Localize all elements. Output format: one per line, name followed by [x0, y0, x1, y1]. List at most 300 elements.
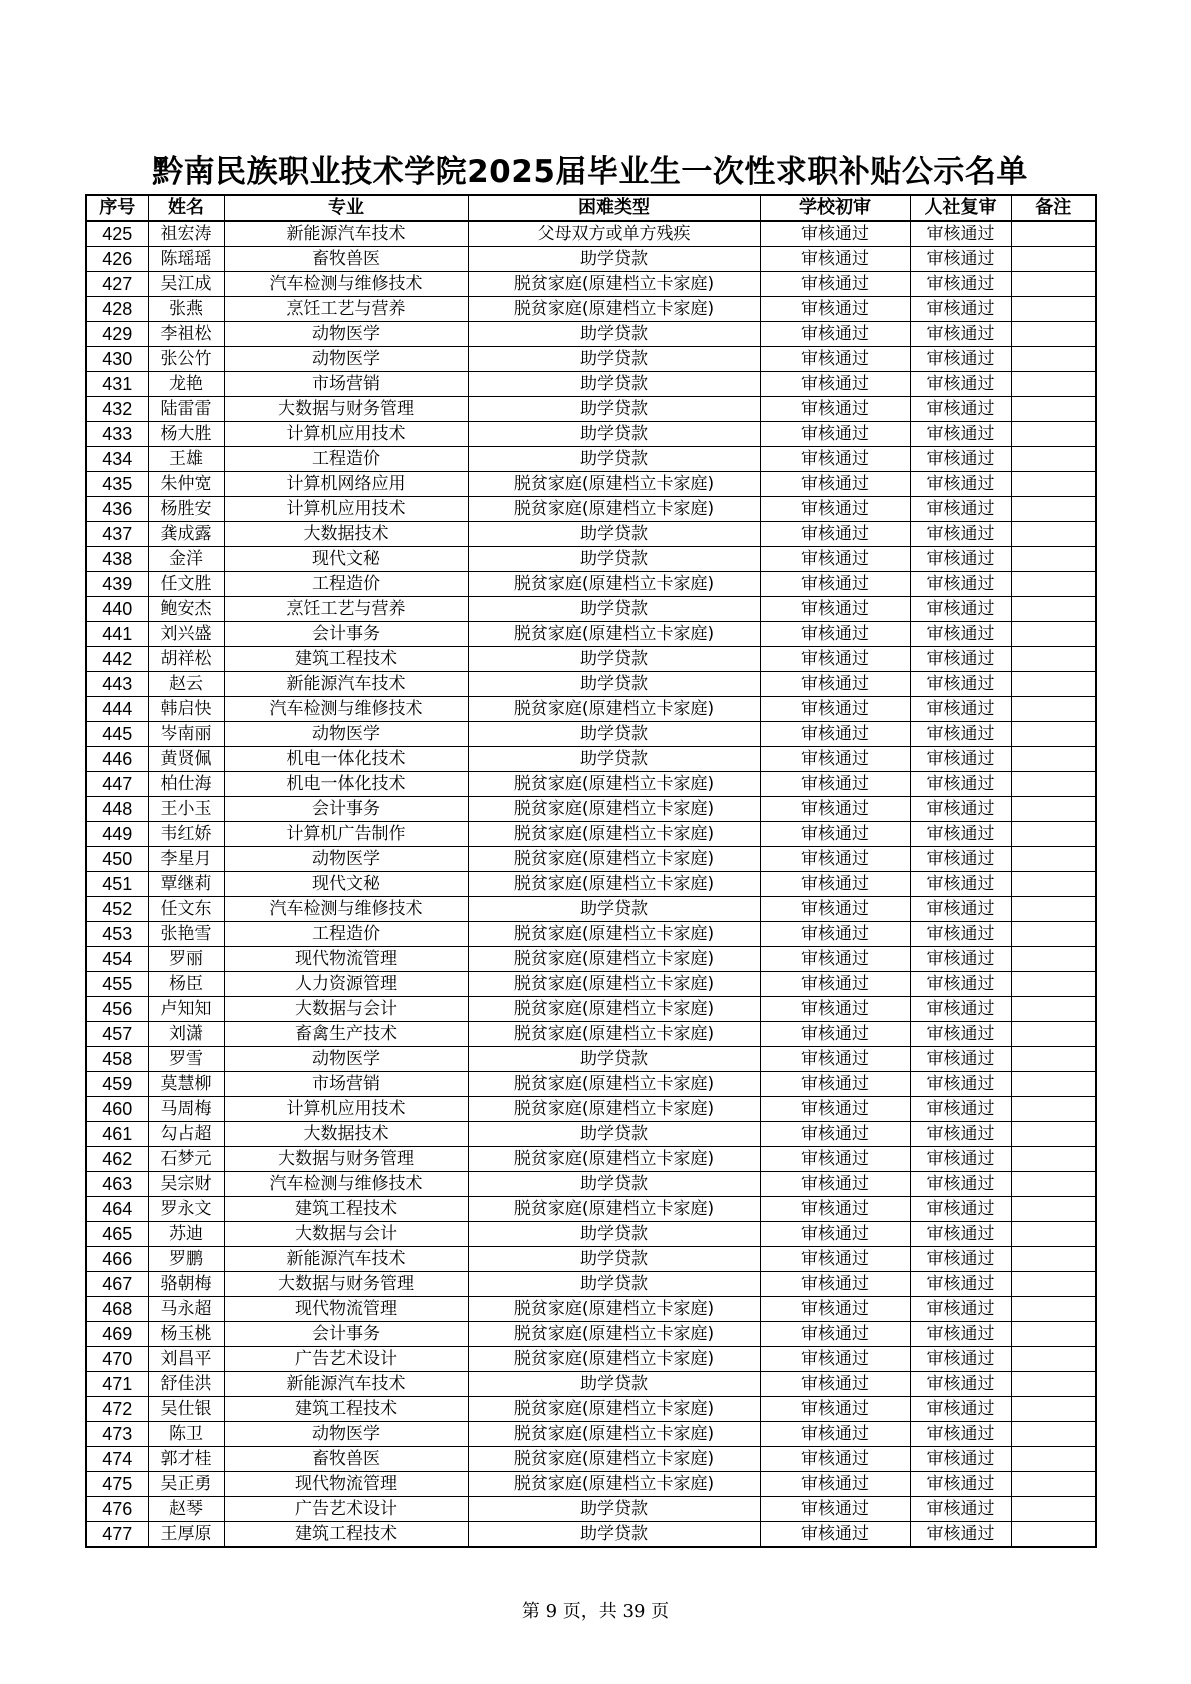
school-review-cell: 审核通过 [760, 722, 910, 747]
hr-review-cell: 审核通过 [910, 497, 1011, 522]
student-name-cell: 龚成露 [148, 522, 224, 547]
student-name-cell: 祖宏涛 [148, 221, 224, 247]
row-number-cell: 472 [86, 1397, 148, 1422]
row-number-cell: 458 [86, 1047, 148, 1072]
major-cell: 现代文秘 [224, 872, 468, 897]
difficulty-type-cell: 助学贷款 [468, 597, 760, 622]
remarks-cell [1011, 372, 1096, 397]
major-cell: 现代物流管理 [224, 947, 468, 972]
hr-review-cell: 审核通过 [910, 647, 1011, 672]
hr-review-cell: 审核通过 [910, 1497, 1011, 1522]
hr-review-cell: 审核通过 [910, 822, 1011, 847]
student-name-cell: 韩启快 [148, 697, 224, 722]
school-review-cell: 审核通过 [760, 1422, 910, 1447]
school-review-cell: 审核通过 [760, 572, 910, 597]
difficulty-type-cell: 脱贫家庭(原建档立卡家庭) [468, 572, 760, 597]
difficulty-type-cell: 脱贫家庭(原建档立卡家庭) [468, 1422, 760, 1447]
row-number-cell: 477 [86, 1522, 148, 1548]
school-review-cell: 审核通过 [760, 322, 910, 347]
difficulty-type-cell: 脱贫家庭(原建档立卡家庭) [468, 1072, 760, 1097]
major-cell: 会计事务 [224, 622, 468, 647]
remarks-cell [1011, 1022, 1096, 1047]
table-row [86, 1272, 1096, 1297]
school-review-cell: 审核通过 [760, 422, 910, 447]
remarks-cell [1011, 722, 1096, 747]
hr-review-cell: 审核通过 [910, 997, 1011, 1022]
table-row [86, 1372, 1096, 1397]
major-cell: 建筑工程技术 [224, 1197, 468, 1222]
hr-review-cell: 审核通过 [910, 1222, 1011, 1247]
remarks-cell [1011, 422, 1096, 447]
student-name-cell: 罗丽 [148, 947, 224, 972]
remarks-cell [1011, 1272, 1096, 1297]
school-review-cell: 审核通过 [760, 1347, 910, 1372]
hr-review-cell: 审核通过 [910, 272, 1011, 297]
table-row [86, 647, 1096, 672]
school-review-cell: 审核通过 [760, 997, 910, 1022]
school-review-cell: 审核通过 [760, 1522, 910, 1548]
student-name-cell: 胡祥松 [148, 647, 224, 672]
table-row [86, 947, 1096, 972]
difficulty-type-cell: 助学贷款 [468, 1372, 760, 1397]
school-review-cell: 审核通过 [760, 822, 910, 847]
remarks-cell [1011, 1372, 1096, 1397]
table-row [86, 1222, 1096, 1247]
remarks-cell [1011, 1297, 1096, 1322]
difficulty-type-cell: 助学贷款 [468, 1497, 760, 1522]
school-review-cell: 审核通过 [760, 622, 910, 647]
difficulty-type-cell: 脱贫家庭(原建档立卡家庭) [468, 1097, 760, 1122]
major-cell: 广告艺术设计 [224, 1347, 468, 1372]
hr-review-cell: 审核通过 [910, 572, 1011, 597]
school-review-cell: 审核通过 [760, 247, 910, 272]
major-cell: 新能源汽车技术 [224, 672, 468, 697]
student-name-cell: 赵琴 [148, 1497, 224, 1522]
major-cell: 烹饪工艺与营养 [224, 597, 468, 622]
table-row [86, 747, 1096, 772]
row-number-cell: 469 [86, 1322, 148, 1347]
hr-review-cell: 审核通过 [910, 1447, 1011, 1472]
difficulty-type-cell: 助学贷款 [468, 722, 760, 747]
row-number-cell: 470 [86, 1347, 148, 1372]
school-review-cell: 审核通过 [760, 1372, 910, 1397]
school-review-cell: 审核通过 [760, 272, 910, 297]
hr-review-cell: 审核通过 [910, 697, 1011, 722]
student-name-cell: 罗雪 [148, 1047, 224, 1072]
hr-review-cell: 审核通过 [910, 1397, 1011, 1422]
hr-review-cell: 审核通过 [910, 1422, 1011, 1447]
row-number-cell: 457 [86, 1022, 148, 1047]
difficulty-type-cell: 助学贷款 [468, 522, 760, 547]
remarks-cell [1011, 1122, 1096, 1147]
major-cell: 机电一体化技术 [224, 772, 468, 797]
remarks-cell [1011, 322, 1096, 347]
major-cell: 汽车检测与维修技术 [224, 1172, 468, 1197]
difficulty-type-cell: 脱贫家庭(原建档立卡家庭) [468, 1347, 760, 1372]
hr-review-cell: 审核通过 [910, 897, 1011, 922]
row-number-cell: 471 [86, 1372, 148, 1397]
major-cell: 计算机应用技术 [224, 422, 468, 447]
major-cell: 大数据与财务管理 [224, 1272, 468, 1297]
school-review-cell: 审核通过 [760, 897, 910, 922]
student-name-cell: 陈卫 [148, 1422, 224, 1447]
student-name-cell: 朱仲宽 [148, 472, 224, 497]
major-cell: 现代文秘 [224, 547, 468, 572]
student-name-cell: 岑南丽 [148, 722, 224, 747]
major-cell: 大数据与财务管理 [224, 1147, 468, 1172]
difficulty-type-cell: 脱贫家庭(原建档立卡家庭) [468, 997, 760, 1022]
school-review-cell: 审核通过 [760, 497, 910, 522]
table-row [86, 597, 1096, 622]
difficulty-type-cell: 脱贫家庭(原建档立卡家庭) [468, 1147, 760, 1172]
difficulty-type-cell: 助学贷款 [468, 897, 760, 922]
row-number-cell: 454 [86, 947, 148, 972]
difficulty-type-cell: 助学贷款 [468, 547, 760, 572]
difficulty-type-cell: 助学贷款 [468, 347, 760, 372]
page-footer: 第 9 页，共 39 页 [521, 1601, 670, 1622]
table-row [86, 1347, 1096, 1372]
remarks-cell [1011, 522, 1096, 547]
table-row [86, 422, 1096, 447]
table-row [86, 822, 1096, 847]
major-cell: 计算机广告制作 [224, 822, 468, 847]
student-name-cell: 覃继莉 [148, 872, 224, 897]
difficulty-type-cell: 助学贷款 [468, 1247, 760, 1272]
hr-review-cell: 审核通过 [910, 397, 1011, 422]
hr-review-cell: 审核通过 [910, 1047, 1011, 1072]
hr-review-cell: 审核通过 [910, 797, 1011, 822]
major-cell: 大数据与会计 [224, 1222, 468, 1247]
school-review-cell: 审核通过 [760, 1447, 910, 1472]
major-cell: 汽车检测与维修技术 [224, 272, 468, 297]
major-cell: 计算机应用技术 [224, 1097, 468, 1122]
major-cell: 市场营销 [224, 372, 468, 397]
student-name-cell: 吴正勇 [148, 1472, 224, 1497]
hr-review-cell: 审核通过 [910, 672, 1011, 697]
difficulty-type-cell: 助学贷款 [468, 1272, 760, 1297]
difficulty-type-cell: 脱贫家庭(原建档立卡家庭) [468, 297, 760, 322]
row-number-cell: 440 [86, 597, 148, 622]
school-review-cell: 审核通过 [760, 297, 910, 322]
remarks-cell [1011, 822, 1096, 847]
hr-review-cell: 审核通过 [910, 1197, 1011, 1222]
row-number-cell: 437 [86, 522, 148, 547]
row-number-cell: 451 [86, 872, 148, 897]
remarks-cell [1011, 572, 1096, 597]
remarks-cell [1011, 272, 1096, 297]
table-row [86, 572, 1096, 597]
difficulty-type-cell: 脱贫家庭(原建档立卡家庭) [468, 622, 760, 647]
table-row [86, 1047, 1096, 1072]
row-number-cell: 436 [86, 497, 148, 522]
remarks-cell [1011, 1247, 1096, 1272]
hr-review-cell: 审核通过 [910, 247, 1011, 272]
table-row [86, 247, 1096, 272]
difficulty-type-cell: 脱贫家庭(原建档立卡家庭) [468, 847, 760, 872]
school-review-cell: 审核通过 [760, 1172, 910, 1197]
row-number-cell: 434 [86, 447, 148, 472]
difficulty-type-cell: 助学贷款 [468, 1222, 760, 1247]
major-cell: 工程造价 [224, 572, 468, 597]
major-cell: 建筑工程技术 [224, 1397, 468, 1422]
subsidy-table [85, 194, 1097, 1548]
major-cell: 动物医学 [224, 347, 468, 372]
student-name-cell: 罗鹏 [148, 1247, 224, 1272]
student-name-cell: 杨胜安 [148, 497, 224, 522]
table-row [86, 497, 1096, 522]
table-row [86, 672, 1096, 697]
table-row [86, 1197, 1096, 1222]
difficulty-type-cell: 脱贫家庭(原建档立卡家庭) [468, 497, 760, 522]
student-name-cell: 龙艳 [148, 372, 224, 397]
difficulty-type-cell: 脱贫家庭(原建档立卡家庭) [468, 922, 760, 947]
table-row [86, 1147, 1096, 1172]
student-name-cell: 杨大胜 [148, 422, 224, 447]
difficulty-type-cell: 助学贷款 [468, 647, 760, 672]
column-header-school-review: 学校初审 [760, 195, 910, 221]
student-name-cell: 任文胜 [148, 572, 224, 597]
row-number-cell: 442 [86, 647, 148, 672]
row-number-cell: 435 [86, 472, 148, 497]
remarks-cell [1011, 897, 1096, 922]
remarks-cell [1011, 997, 1096, 1022]
remarks-cell [1011, 597, 1096, 622]
remarks-cell [1011, 472, 1096, 497]
major-cell: 建筑工程技术 [224, 1522, 468, 1548]
student-name-cell: 黄贤佩 [148, 747, 224, 772]
row-number-cell: 449 [86, 822, 148, 847]
school-review-cell: 审核通过 [760, 1222, 910, 1247]
hr-review-cell: 审核通过 [910, 1022, 1011, 1047]
student-name-cell: 陈瑶瑶 [148, 247, 224, 272]
remarks-cell [1011, 972, 1096, 997]
hr-review-cell: 审核通过 [910, 872, 1011, 897]
hr-review-cell: 审核通过 [910, 1097, 1011, 1122]
student-name-cell: 苏迪 [148, 1222, 224, 1247]
row-number-cell: 429 [86, 322, 148, 347]
remarks-cell [1011, 1072, 1096, 1097]
major-cell: 动物医学 [224, 847, 468, 872]
major-cell: 畜牧兽医 [224, 247, 468, 272]
hr-review-cell: 审核通过 [910, 772, 1011, 797]
hr-review-cell: 审核通过 [910, 347, 1011, 372]
school-review-cell: 审核通过 [760, 1297, 910, 1322]
remarks-cell [1011, 947, 1096, 972]
table-row [86, 797, 1096, 822]
school-review-cell: 审核通过 [760, 1022, 910, 1047]
remarks-cell [1011, 1447, 1096, 1472]
student-name-cell: 石梦元 [148, 1147, 224, 1172]
remarks-cell [1011, 397, 1096, 422]
student-name-cell: 杨臣 [148, 972, 224, 997]
difficulty-type-cell: 助学贷款 [468, 1172, 760, 1197]
student-name-cell: 马永超 [148, 1297, 224, 1322]
table-row [86, 322, 1096, 347]
table-row [86, 547, 1096, 572]
major-cell: 大数据技术 [224, 522, 468, 547]
hr-review-cell: 审核通过 [910, 622, 1011, 647]
remarks-cell [1011, 547, 1096, 572]
school-review-cell: 审核通过 [760, 747, 910, 772]
row-number-cell: 427 [86, 272, 148, 297]
hr-review-cell: 审核通过 [910, 1172, 1011, 1197]
school-review-cell: 审核通过 [760, 397, 910, 422]
table-row [86, 522, 1096, 547]
row-number-cell: 474 [86, 1447, 148, 1472]
row-number-cell: 428 [86, 297, 148, 322]
school-review-cell: 审核通过 [760, 647, 910, 672]
remarks-cell [1011, 922, 1096, 947]
page-title: 黔南民族职业技术学院2025届毕业生一次性求职补贴公示名单 [152, 154, 1028, 190]
hr-review-cell: 审核通过 [910, 847, 1011, 872]
hr-review-cell: 审核通过 [910, 221, 1011, 247]
student-name-cell: 吴仕银 [148, 1397, 224, 1422]
difficulty-type-cell: 助学贷款 [468, 447, 760, 472]
school-review-cell: 审核通过 [760, 947, 910, 972]
table-row [86, 372, 1096, 397]
row-number-cell: 441 [86, 622, 148, 647]
row-number-cell: 432 [86, 397, 148, 422]
school-review-cell: 审核通过 [760, 472, 910, 497]
row-number-cell: 465 [86, 1222, 148, 1247]
row-number-cell: 476 [86, 1497, 148, 1522]
school-review-cell: 审核通过 [760, 522, 910, 547]
table-row [86, 1247, 1096, 1272]
row-number-cell: 439 [86, 572, 148, 597]
school-review-cell: 审核通过 [760, 1072, 910, 1097]
table-row [86, 922, 1096, 947]
remarks-cell [1011, 247, 1096, 272]
hr-review-cell: 审核通过 [910, 947, 1011, 972]
difficulty-type-cell: 脱贫家庭(原建档立卡家庭) [468, 1447, 760, 1472]
major-cell: 工程造价 [224, 447, 468, 472]
remarks-cell [1011, 797, 1096, 822]
table-row [86, 772, 1096, 797]
row-number-cell: 430 [86, 347, 148, 372]
table-row [86, 897, 1096, 922]
major-cell: 会计事务 [224, 1322, 468, 1347]
difficulty-type-cell: 脱贫家庭(原建档立卡家庭) [468, 797, 760, 822]
remarks-cell [1011, 1097, 1096, 1122]
difficulty-type-cell: 脱贫家庭(原建档立卡家庭) [468, 1322, 760, 1347]
row-number-cell: 461 [86, 1122, 148, 1147]
row-number-cell: 426 [86, 247, 148, 272]
student-name-cell: 张艳雪 [148, 922, 224, 947]
hr-review-cell: 审核通过 [910, 1072, 1011, 1097]
row-number-cell: 460 [86, 1097, 148, 1122]
difficulty-type-cell: 脱贫家庭(原建档立卡家庭) [468, 472, 760, 497]
school-review-cell: 审核通过 [760, 1497, 910, 1522]
remarks-cell [1011, 1422, 1096, 1447]
difficulty-type-cell: 助学贷款 [468, 1047, 760, 1072]
major-cell: 现代物流管理 [224, 1297, 468, 1322]
major-cell: 烹饪工艺与营养 [224, 297, 468, 322]
remarks-cell [1011, 1522, 1096, 1548]
student-name-cell: 任文东 [148, 897, 224, 922]
student-name-cell: 罗永文 [148, 1197, 224, 1222]
student-name-cell: 卢知知 [148, 997, 224, 1022]
row-number-cell: 444 [86, 697, 148, 722]
hr-review-cell: 审核通过 [910, 1472, 1011, 1497]
major-cell: 市场营销 [224, 1072, 468, 1097]
school-review-cell: 审核通过 [760, 1322, 910, 1347]
major-cell: 新能源汽车技术 [224, 1372, 468, 1397]
hr-review-cell: 审核通过 [910, 447, 1011, 472]
hr-review-cell: 审核通过 [910, 1247, 1011, 1272]
major-cell: 畜禽生产技术 [224, 1022, 468, 1047]
row-number-cell: 425 [86, 221, 148, 247]
student-name-cell: 吴宗财 [148, 1172, 224, 1197]
student-name-cell: 马周梅 [148, 1097, 224, 1122]
hr-review-cell: 审核通过 [910, 972, 1011, 997]
difficulty-type-cell: 脱贫家庭(原建档立卡家庭) [468, 822, 760, 847]
table-row [86, 272, 1096, 297]
student-name-cell: 鲍安杰 [148, 597, 224, 622]
major-cell: 机电一体化技术 [224, 747, 468, 772]
row-number-cell: 450 [86, 847, 148, 872]
student-name-cell: 刘昌平 [148, 1347, 224, 1372]
major-cell: 动物医学 [224, 1047, 468, 1072]
remarks-cell [1011, 1172, 1096, 1197]
hr-review-cell: 审核通过 [910, 422, 1011, 447]
school-review-cell: 审核通过 [760, 221, 910, 247]
student-name-cell: 莫慧柳 [148, 1072, 224, 1097]
row-number-cell: 455 [86, 972, 148, 997]
student-name-cell: 王厚原 [148, 1522, 224, 1548]
difficulty-type-cell: 助学贷款 [468, 672, 760, 697]
row-number-cell: 447 [86, 772, 148, 797]
major-cell: 计算机应用技术 [224, 497, 468, 522]
major-cell: 大数据与财务管理 [224, 397, 468, 422]
remarks-cell [1011, 747, 1096, 772]
hr-review-cell: 审核通过 [910, 297, 1011, 322]
row-number-cell: 475 [86, 1472, 148, 1497]
remarks-cell [1011, 772, 1096, 797]
row-number-cell: 468 [86, 1297, 148, 1322]
major-cell: 人力资源管理 [224, 972, 468, 997]
major-cell: 汽车检测与维修技术 [224, 697, 468, 722]
column-header-difficulty-type: 困难类型 [468, 195, 760, 221]
difficulty-type-cell: 助学贷款 [468, 372, 760, 397]
row-number-cell: 453 [86, 922, 148, 947]
hr-review-cell: 审核通过 [910, 1322, 1011, 1347]
major-cell: 动物医学 [224, 1422, 468, 1447]
table-row [86, 1172, 1096, 1197]
row-number-cell: 464 [86, 1197, 148, 1222]
remarks-cell [1011, 697, 1096, 722]
table-row [86, 872, 1096, 897]
school-review-cell: 审核通过 [760, 797, 910, 822]
school-review-cell: 审核通过 [760, 1397, 910, 1422]
table-row [86, 1472, 1096, 1497]
remarks-cell [1011, 1472, 1096, 1497]
column-header-no: 序号 [86, 195, 148, 221]
table-header-row [86, 195, 1096, 221]
table-row [86, 847, 1096, 872]
table-row [86, 347, 1096, 372]
student-name-cell: 郭才桂 [148, 1447, 224, 1472]
school-review-cell: 审核通过 [760, 847, 910, 872]
major-cell: 建筑工程技术 [224, 647, 468, 672]
row-number-cell: 446 [86, 747, 148, 772]
remarks-cell [1011, 447, 1096, 472]
row-number-cell: 443 [86, 672, 148, 697]
difficulty-type-cell: 脱贫家庭(原建档立卡家庭) [468, 872, 760, 897]
school-review-cell: 审核通过 [760, 697, 910, 722]
difficulty-type-cell: 脱贫家庭(原建档立卡家庭) [468, 1472, 760, 1497]
row-number-cell: 456 [86, 997, 148, 1022]
major-cell: 动物医学 [224, 322, 468, 347]
